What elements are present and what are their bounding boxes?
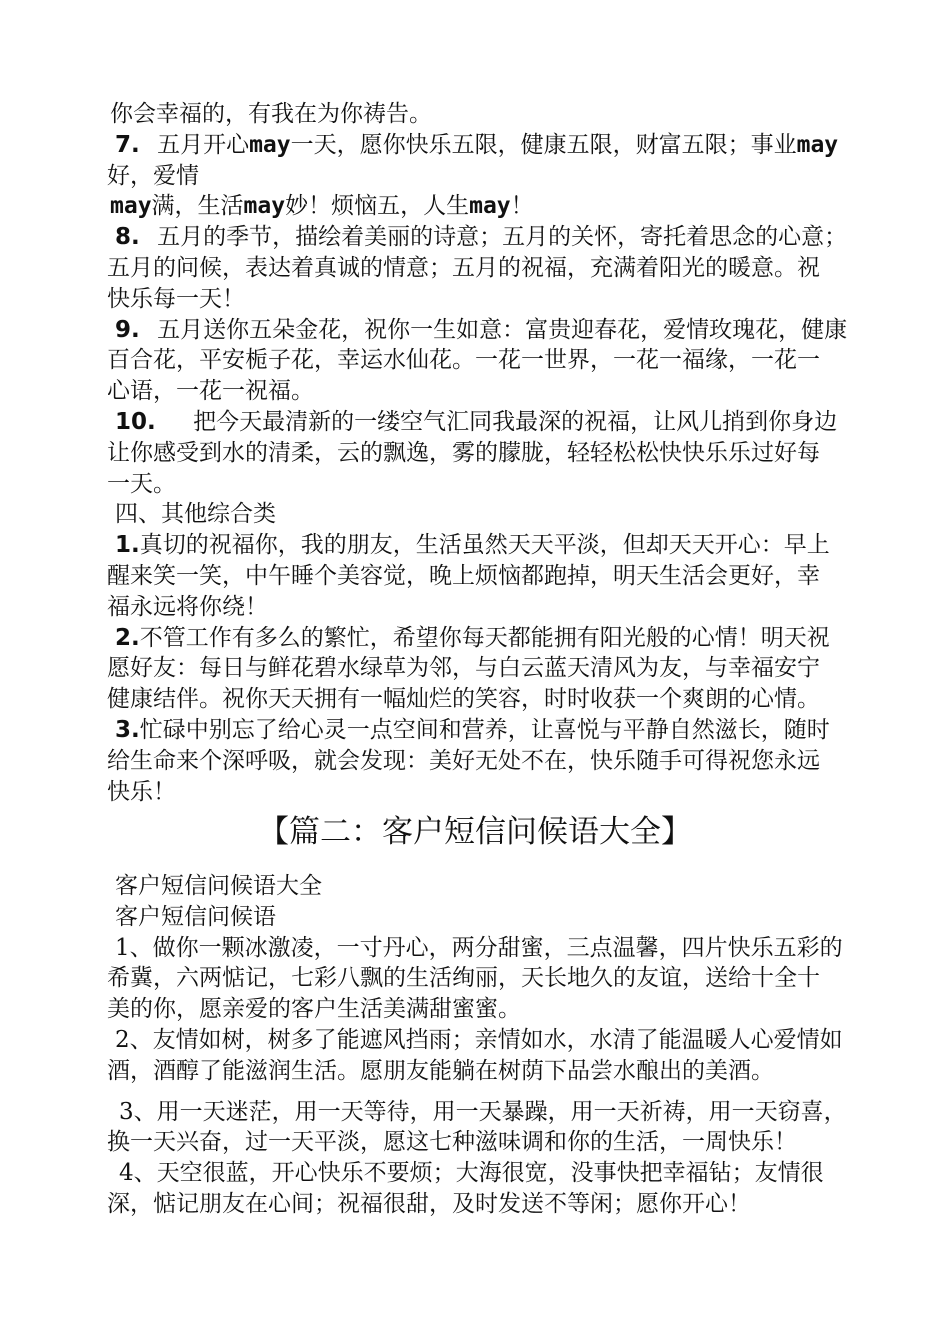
text-line: 心语，一花一祝福。 bbox=[107, 378, 314, 405]
paragraph-gap bbox=[107, 1087, 867, 1097]
text-line: 好，爱情 bbox=[107, 162, 199, 189]
text-line: 客户短信问候语大全 bbox=[115, 873, 322, 899]
text-line bbox=[107, 715, 867, 746]
text-line: 3、用一天迷茫，用一天等待，用一天暴躁，用一天祈祷，用一天窃喜， bbox=[119, 1098, 847, 1125]
item-number: 7. bbox=[115, 131, 140, 158]
text-line: 换一天兴奋，过一天平淡，愿这七种滋味调和你的生活，一周快乐！ bbox=[107, 1129, 797, 1156]
item-number: 3. bbox=[115, 716, 140, 743]
text-line: 快乐！ bbox=[107, 778, 176, 805]
section-title: 【篇二：客户短信问候语大全】 bbox=[258, 814, 692, 850]
latin-word: may bbox=[796, 131, 839, 158]
text-line bbox=[107, 130, 867, 161]
text-line: 酒，酒醇了能滋润生活。愿朋友能躺在树荫下品尝水酿出的美酒。 bbox=[107, 1057, 774, 1084]
text-fragment: ！ bbox=[510, 193, 534, 220]
subheading bbox=[107, 871, 867, 933]
text-line: 福永远将你绕！ bbox=[107, 593, 268, 620]
text-fragment: 五月开心 bbox=[157, 131, 250, 158]
text-line bbox=[107, 191, 867, 222]
section-heading-other bbox=[107, 499, 867, 530]
paragraph-other-2 bbox=[107, 623, 867, 715]
latin-word: may bbox=[249, 131, 291, 158]
item-number: 9. bbox=[115, 316, 140, 343]
paragraph-greeting-3 bbox=[107, 1097, 867, 1159]
text-fragment: 五月的季节，描绘着美丽的诗意；五月的关怀，寄托着思念的心意； bbox=[157, 224, 848, 251]
text-line: 1、做你一颗冰激凌，一寸丹心，两分甜蜜，三点温馨，四片快乐五彩的 bbox=[115, 934, 843, 961]
document-body-bottom bbox=[107, 871, 867, 1220]
text-line: 2、友情如树，树多了能遮风挡雨；亲情如水，水清了能温暖人心爱情如 bbox=[115, 1026, 843, 1053]
latin-word: may bbox=[110, 193, 152, 220]
text-line: 给生命来个深呼吸，就会发现：美好无处不在，快乐随手可得祝您永远 bbox=[107, 747, 820, 774]
text-fragment: 一天，愿你快乐五限，健康五限，财富五限；事业 bbox=[290, 131, 797, 158]
text-line bbox=[107, 315, 867, 346]
text-line: 醒来笑一笑，中午睡个美容觉，晚上烦恼都跑掉，明天生活会更好，幸 bbox=[107, 562, 820, 589]
text-line: 四、其他综合类 bbox=[115, 501, 276, 528]
paragraph-other-1 bbox=[107, 530, 867, 622]
paragraph-item-10 bbox=[107, 407, 867, 499]
text-line: 希冀，六两惦记，七彩八飘的生活绚丽，天长地久的友谊，送给十全十 bbox=[107, 965, 820, 992]
latin-word: may bbox=[469, 193, 511, 220]
text-line: 一天。 bbox=[107, 470, 176, 497]
paragraph-greeting-4 bbox=[107, 1158, 867, 1220]
item-number: 2. bbox=[115, 624, 140, 651]
text-line: 让你感受到水的清柔，云的飘逸，雾的朦胧，轻轻松松快快乐乐过好每 bbox=[107, 439, 820, 466]
text-line: 美的你，愿亲爱的客户生活美满甜蜜蜜。 bbox=[107, 996, 521, 1023]
text-line: 百合花，平安栀子花，幸运水仙花。一花一世界，一花一福缘，一花一 bbox=[107, 347, 820, 374]
text-line: 健康结伴。祝你天天拥有一幅灿烂的笑容，时时收获一个爽朗的心情。 bbox=[107, 686, 820, 713]
text-line bbox=[107, 222, 867, 253]
text-fragment: 五月送你五朵金花，祝你一生如意：富贵迎春花，爱情玫瑰花，健康 bbox=[157, 316, 848, 343]
text-fragment: 妙！烦恼五，人生 bbox=[285, 193, 470, 220]
item-number: 10. bbox=[115, 408, 156, 435]
text-fragment: 把今天最清新的一缕空气汇同我最深的祝福，让风儿捎到你身边 bbox=[193, 408, 838, 435]
text-line: 愿好友：每日与鲜花碧水绿草为邻，与白云蓝天清风为友，与幸福安宁 bbox=[107, 655, 820, 682]
paragraph-item-7 bbox=[107, 130, 867, 222]
text-line bbox=[107, 623, 867, 654]
paragraph-item-9 bbox=[107, 315, 867, 407]
text-line bbox=[107, 407, 867, 438]
text-fragment: 满，生活 bbox=[151, 193, 244, 220]
text-line: 五月的问候，表达着真诚的情意；五月的祝福，充满着阳光的暖意。祝 bbox=[107, 254, 820, 281]
paragraph-other-3 bbox=[107, 715, 867, 807]
paragraph-blessing bbox=[107, 99, 867, 130]
paragraph-greeting-1 bbox=[107, 933, 867, 1025]
text-line: 你会幸福的，有我在为你祷告。 bbox=[110, 101, 432, 127]
paragraph-item-8 bbox=[107, 222, 867, 314]
item-number: 1. bbox=[115, 532, 140, 559]
text-fragment: 忙碌中别忘了给心灵一点空间和营养，让喜悦与平静自然滋长，随时 bbox=[139, 716, 830, 743]
text-line: 客户短信问候语 bbox=[115, 903, 276, 930]
text-line: 快乐每一天！ bbox=[107, 285, 245, 312]
latin-word: may bbox=[243, 193, 286, 220]
text-line bbox=[107, 530, 867, 561]
text-line: 深，惦记朋友在心间；祝福很甜，及时发送不等闲；愿你开心！ bbox=[107, 1190, 751, 1217]
paragraph-greeting-2 bbox=[107, 1025, 867, 1087]
text-line: 4、天空很蓝，开心快乐不要烦；大海很宽，没事快把幸福钻；友情很 bbox=[119, 1160, 824, 1187]
text-fragment: 不管工作有多么的繁忙，希望你每天都能拥有阳光般的心情！明天祝 bbox=[139, 624, 830, 651]
item-number: 8. bbox=[115, 224, 140, 251]
text-fragment: 真切的祝福你，我的朋友，生活虽然天天平淡，但却天天开心：早上 bbox=[139, 532, 830, 559]
document-body-top bbox=[107, 99, 867, 807]
